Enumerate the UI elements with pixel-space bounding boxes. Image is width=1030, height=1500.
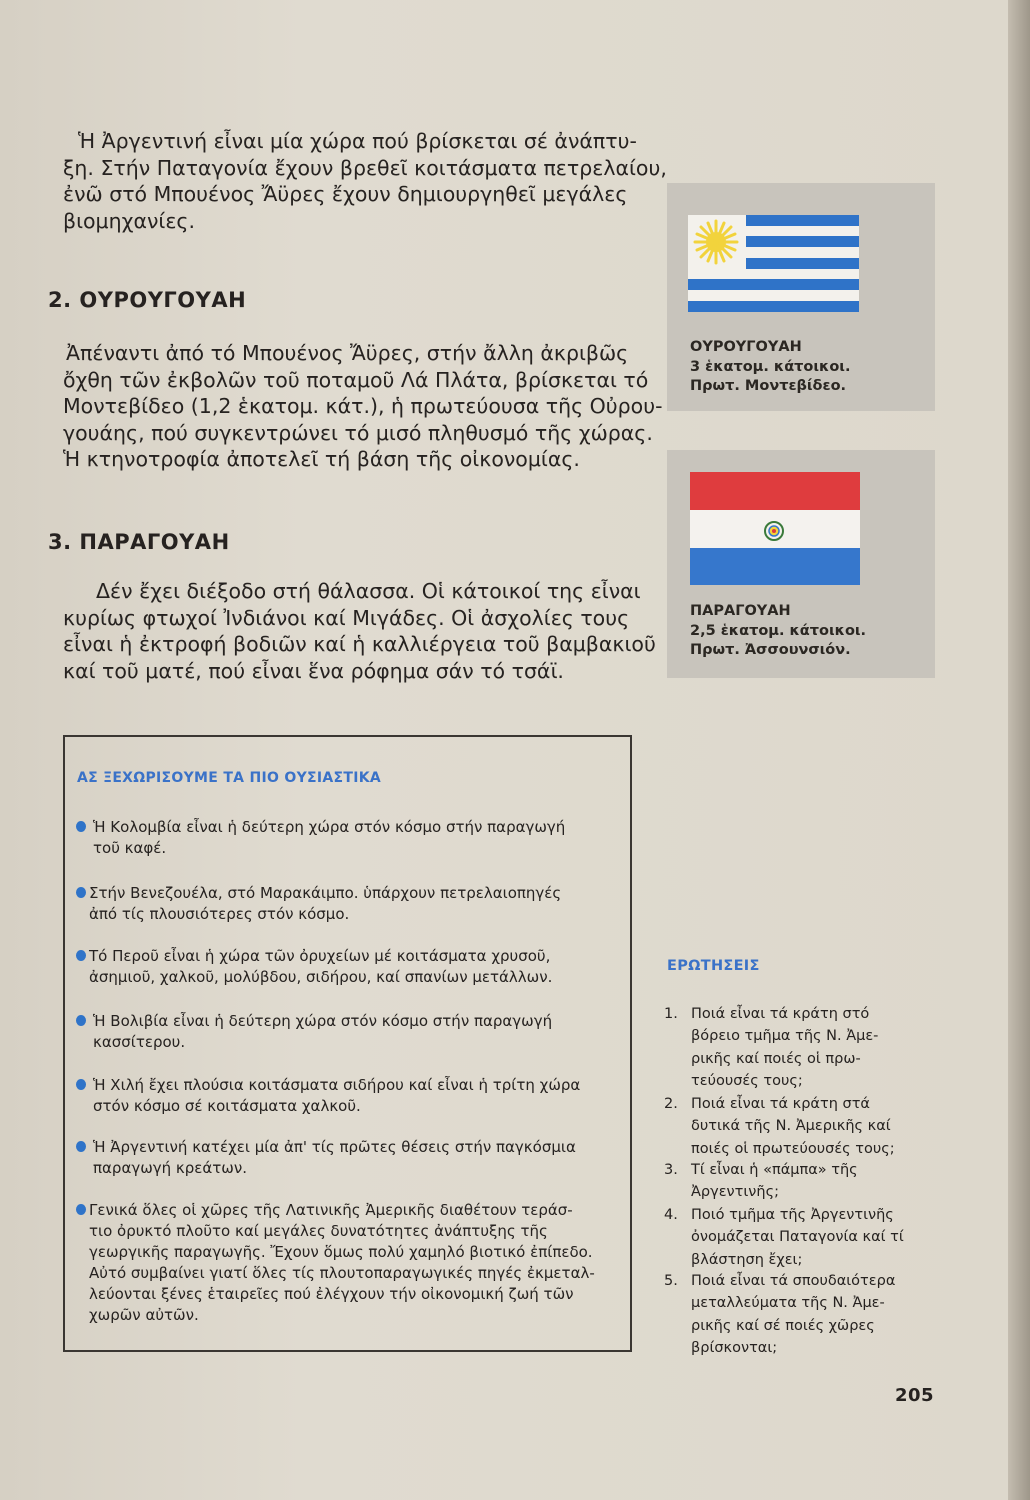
paraguay-flag-graphic bbox=[690, 472, 860, 585]
section-heading-paraguay: 3. ΠΑΡΑΓΟΥΑΗ bbox=[48, 530, 230, 554]
bullet-icon bbox=[76, 1015, 86, 1026]
page-number: 205 bbox=[895, 1385, 935, 1406]
uruguay-paragraph: Ἀπέναντι ἀπό τό Μπουένος Ἄϋρες, στήν ἄλλη ἀκριβῶς ὄχθη τῶν ἐκβολῶν τοῦ ποταμοῦ Λά Πλάτα, βρίσκεται τό Μοντεβίδεο (1,2 ἑκατομ. κάτ.), ἡ πρωτεύουσα τῆς Οὐρου- γουάης, πού συγκεντρώνει τό μισό πληθυσμό τῆς χώρας. Ἡ κτηνοτροφία ἀποτελεῖ τή βάση τῆς οἰκονομίας. bbox=[63, 341, 663, 471]
sun-icon bbox=[695, 221, 737, 263]
paraguay-caption: ΠΑΡΑΓΟΥΑΗ 2,5 ἑκατομ. κάτοικοι. Πρωτ. Ἀσσουνσιόν. bbox=[690, 603, 867, 658]
questions-title: ΕΡΩΤΗΣΕΙΣ bbox=[667, 958, 760, 974]
uruguay-flag-graphic bbox=[688, 215, 859, 312]
bullet-icon bbox=[76, 1079, 86, 1090]
paraguay-paragraph: Δέν ἔχει διέξοδο στή θάλασσα. Οἱ κάτοικοί της εἶναι κυρίως φτωχοί Ἰνδιάνοι καί Μιγάδες. Οἱ ἀσχολίες τους εἶναι ἡ ἐκτροφή βοδιῶν καί ἡ καλλιέργεια τοῦ βαμβακιοῦ καί τοῦ ματέ, πού εἶναι ἕνα ρόφημα σάν τό τσάϊ. bbox=[63, 579, 656, 683]
bullet-icon bbox=[76, 1204, 86, 1215]
summary-title: ΑΣ ΞΕΧΩΡΙΣΟΥΜΕ ΤΑ ΠΙΟ ΟΥΣΙΑΣΤΙΚΑ bbox=[77, 770, 382, 786]
bullet-icon bbox=[76, 1141, 86, 1152]
intro-paragraph: Ἡ Ἀργεντινή εἶναι μία χώρα πού βρίσκεται σέ ἀνάπτυ- ξη. Στήν Παταγονία ἔχουν βρεθεῖ κοιτάσματα πετρελαίου, ἐνῶ στό Μπουένος Ἄϋρες ἔχουν δημιουργηθεῖ μεγάλες βιομηχανίες. bbox=[63, 129, 667, 233]
uruguay-caption: ΟΥΡΟΥΓΟΥΑΗ 3 ἑκατομ. κάτοικοι. Πρωτ. Μοντεβίδεο. bbox=[690, 339, 851, 394]
bullet-icon bbox=[76, 887, 86, 898]
page-edge bbox=[1008, 0, 1030, 1500]
bullet-icon bbox=[76, 950, 86, 961]
uruguay-flag bbox=[688, 215, 859, 312]
bullet-icon bbox=[76, 821, 86, 832]
paraguay-flag bbox=[690, 472, 860, 585]
section-heading-uruguay: 2. ΟΥΡΟΥΓΟΥΑΗ bbox=[48, 288, 247, 312]
